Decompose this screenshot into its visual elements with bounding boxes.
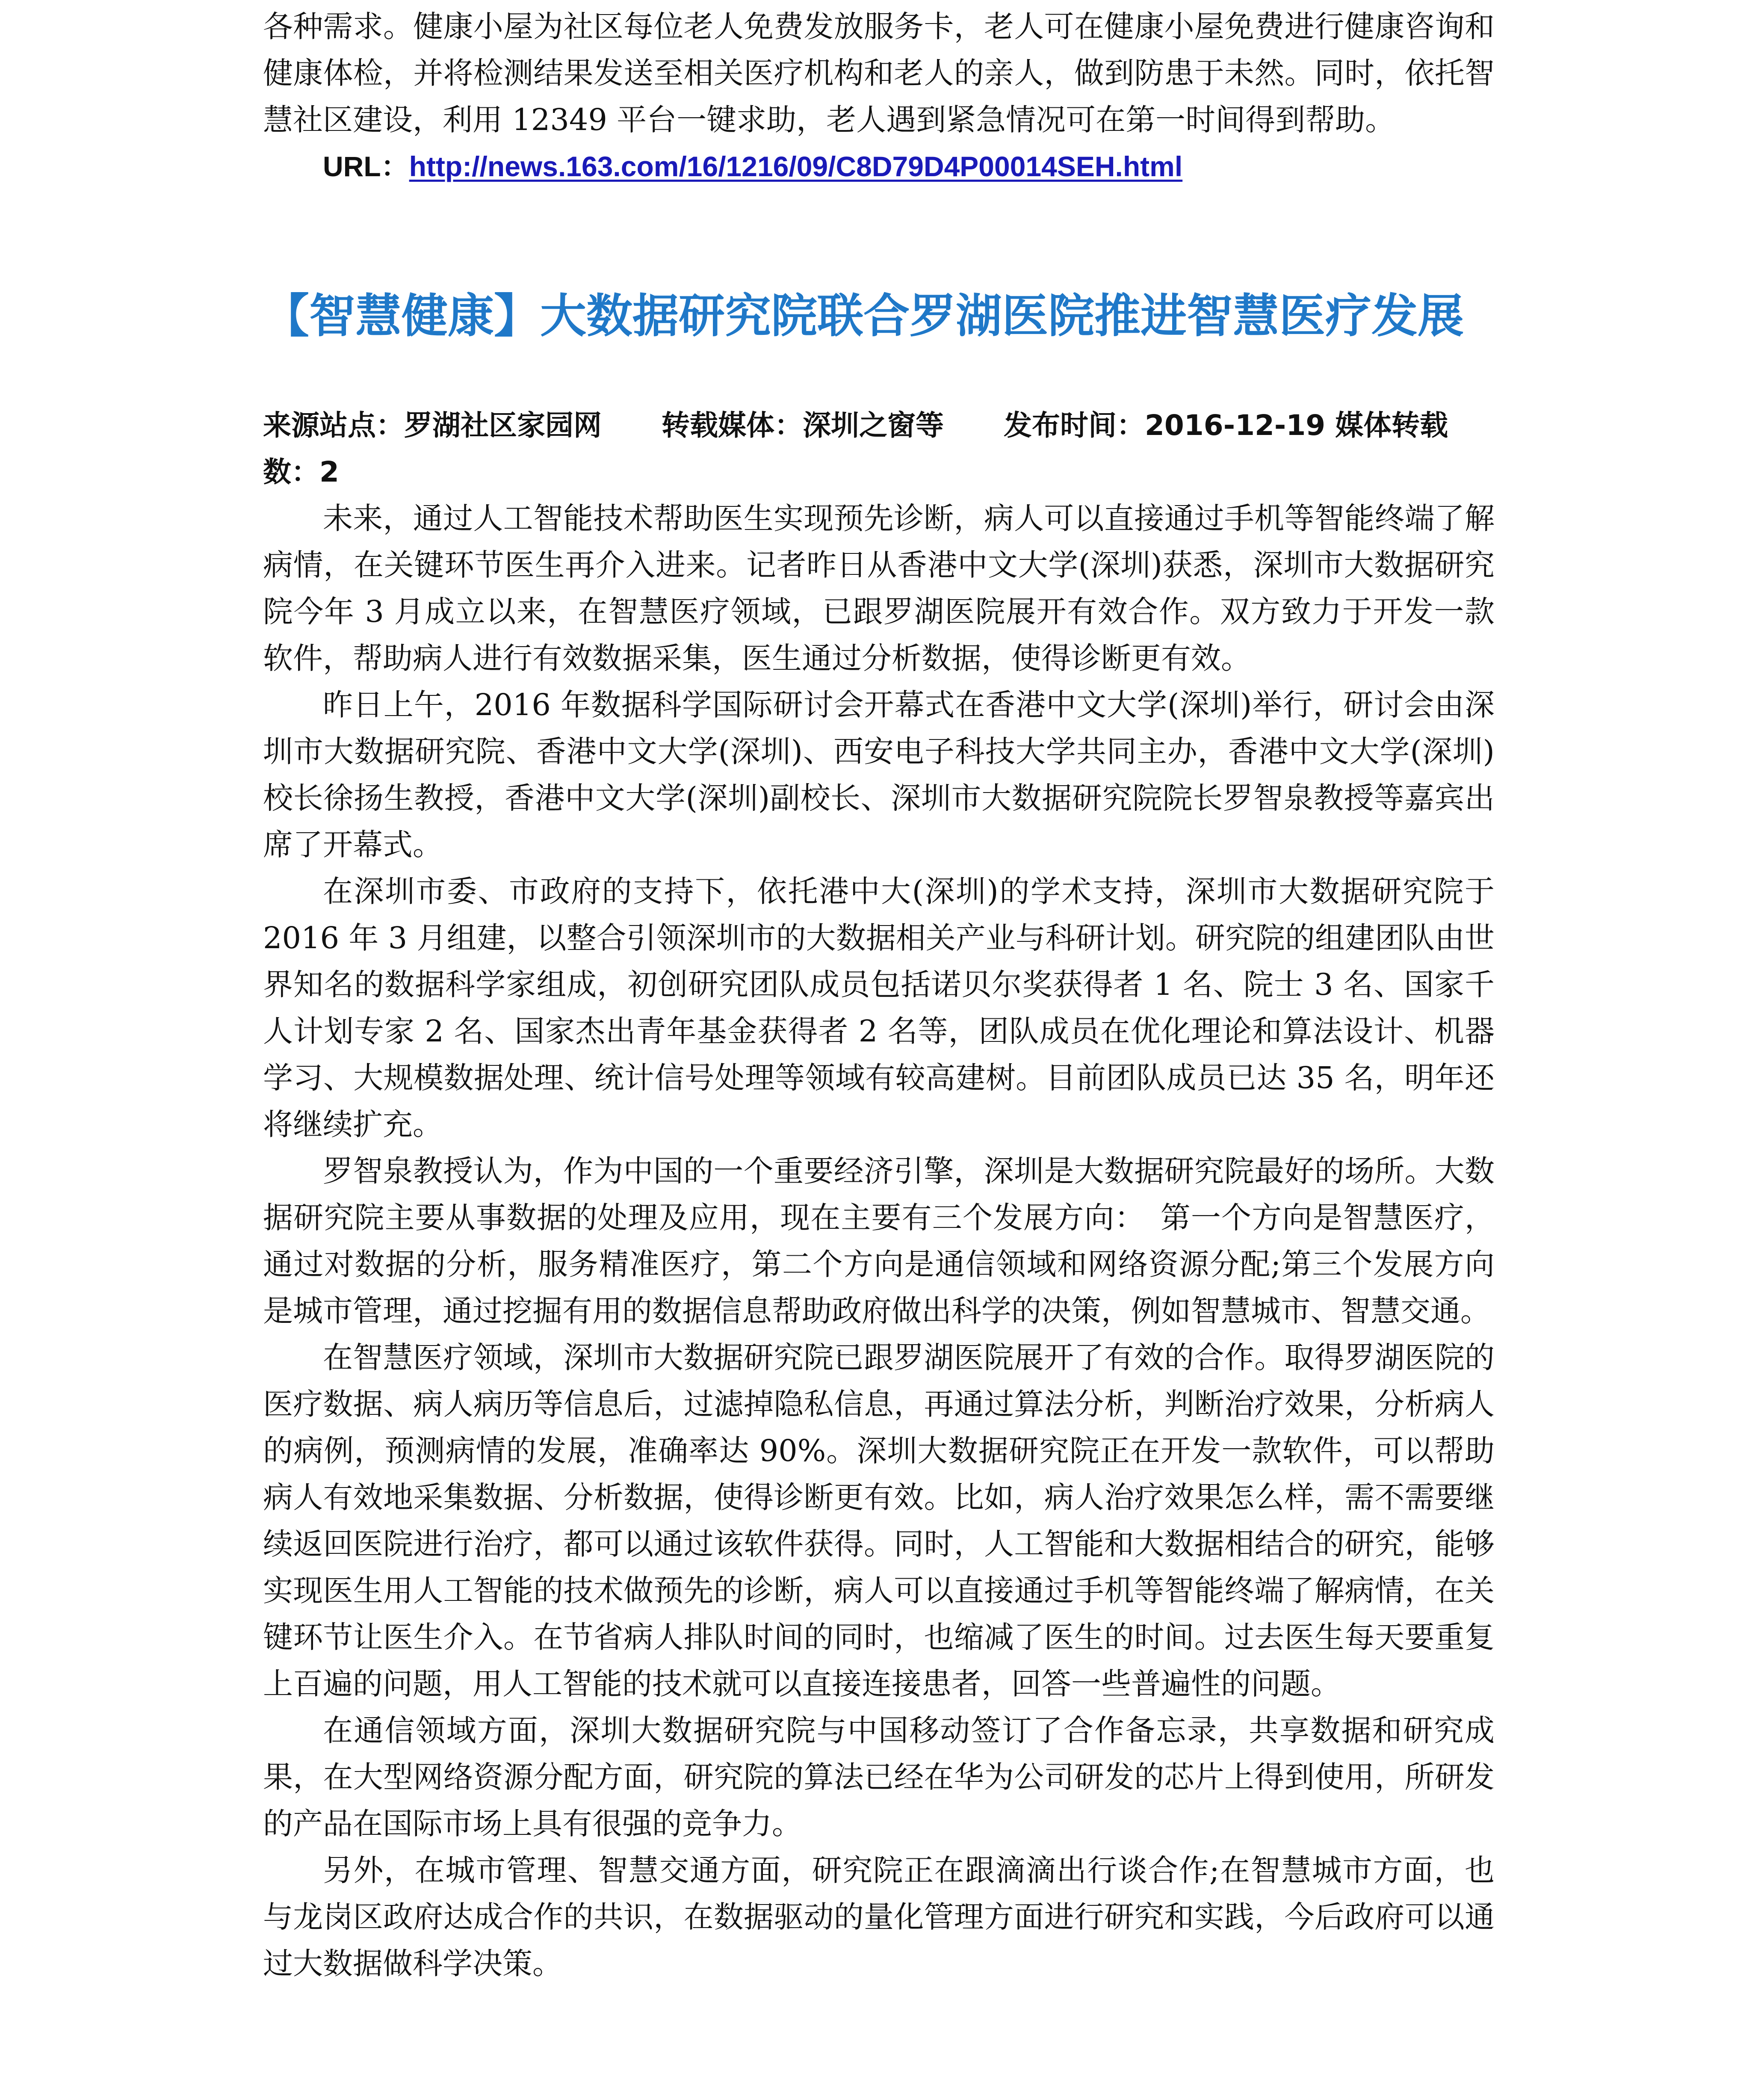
meta-media: 转载媒体：深圳之窗等 bbox=[662, 409, 944, 442]
intro-section bbox=[263, 3, 1495, 190]
body-paragraph: 在智慧医疗领域，深圳市大数据研究院已跟罗湖医院展开了有效的合作。取得罗湖医院的医疗数据、病人病历等信息后，过滤掉隐私信息，再通过算法分析，判断治疗效果，分析病人的病例，预测病情的发展，准确率达 90%。深圳大数据研究院正在开发一款软件，可以帮助病人有效地采集数据、分析数据，使得诊断更有效。比如，病人治疗效果怎么样，需不需要继续返回医院进行治疗，都可以通过该软件获得。同时，人工智能和大数据相结合的研究，能够实现医生用人工智能的技术做预先的诊断，病人可以直接通过手机等智能终端了解病情，在关键环节让医生介入。在节省病人排队时间的同时，也缩减了医生的时间。过去医生每天要重复上百遍的问题，用人工智能的技术就可以直接连接患者，回答一些普遍性的问题。 bbox=[263, 1340, 1495, 1701]
body-paragraph: 昨日上午，2016 年数据科学国际研讨会开幕式在香港中文大学(深圳)举行，研讨会由深圳市大数据研究院、香港中文大学(深圳)、西安电子科技大学共同主办，香港中文大学(深圳)校长徐扬生教授，香港中文大学(深圳)副校长、深圳市大数据研究院院长罗智泉教授等嘉宾出席了开幕式。 bbox=[263, 687, 1495, 862]
article-body bbox=[263, 495, 1495, 1987]
body-paragraph: 罗智泉教授认为，作为中国的一个重要经济引擎，深圳是大数据研究院最好的场所。大数据研究院主要从事数据的处理及应用，现在主要有三个发展方向： 第一个方向是智慧医疗，通过对数据的分析，服务精准医疗，第二个方向是通信领域和网络资源分配;第三个发展方向是城市管理，通过挖掘有用的数据信息帮助政府做出科学的决策，例如智慧城市、智慧交通。 bbox=[263, 1153, 1495, 1328]
body-paragraph: 在深圳市委、市政府的支持下，依托港中大(深圳)的学术支持，深圳市大数据研究院于 2016 年 3 月组建，以整合引领深圳市的大数据相关产业与科研计划。研究院的组建团队由世界知名的数据科学家组成，初创研究团队成员包括诺贝尔奖获得者 1 名、院士 3 名、国家千人计划专家 2 名、国家杰出青年基金获得者 2 名等，团队成员在优化理论和算法设计、机器学习、大规模数据处理、统计信号处理等领域有较高建树。目前团队成员已达 35 名，明年还将继续扩充。 bbox=[263, 874, 1495, 1142]
url-line bbox=[263, 143, 1495, 190]
meta-date: 发布时间：2016-12-19 bbox=[1004, 409, 1326, 442]
body-paragraph: 未来，通过人工智能技术帮助医生实现预先诊断，病人可以直接通过手机等智能终端了解病情，在关键环节医生再介入进来。记者昨日从香港中文大学(深圳)获悉，深圳市大数据研究院今年 3 月成立以来，在智慧医疗领域，已跟罗湖医院展开有效合作。双方致力于开发一款软件，帮助病人进行有效数据采集，医生通过分析数据，使得诊断更有效。 bbox=[263, 501, 1495, 676]
meta-reprint-count: 媒体转载数：2 bbox=[263, 409, 1448, 488]
article-title-block bbox=[263, 284, 1495, 349]
article-title: 【智慧健康】大数据研究院联合罗湖医院推进智慧医疗发展 bbox=[263, 290, 1464, 343]
body-paragraph: 另外，在城市管理、智慧交通方面，研究院正在跟滴滴出行谈合作;在智慧城市方面，也与龙岗区政府达成合作的共识，在数据驱动的量化管理方面进行研究和实践，今后政府可以通过大数据做科学决策。 bbox=[263, 1853, 1495, 1981]
meta-source: 来源站点：罗湖社区家园网 bbox=[263, 409, 602, 442]
url-label: URL： bbox=[323, 151, 409, 182]
source-url-link[interactable]: http://news.163.com/16/1216/09/C8D79D4P00014SEH.html bbox=[409, 151, 1183, 182]
article-meta-line bbox=[263, 402, 1495, 495]
article-meta bbox=[263, 402, 1495, 495]
intro-paragraph: 各种需求。健康小屋为社区每位老人免费发放服务卡，老人可在健康小屋免费进行健康咨询和健康体检，并将检测结果发送至相关医疗机构和老人的亲人，做到防患于未然。同时，依托智慧社区建设，利用 12349 平台一键求助，老人遇到紧急情况可在第一时间得到帮助。 bbox=[263, 9, 1495, 137]
body-paragraph: 在通信领域方面，深圳大数据研究院与中国移动签订了合作备忘录，共享数据和研究成果，在大型网络资源分配方面，研究院的算法已经在华为公司研发的芯片上得到使用，所研发的产品在国际市场上具有很强的竞争力。 bbox=[263, 1713, 1495, 1841]
